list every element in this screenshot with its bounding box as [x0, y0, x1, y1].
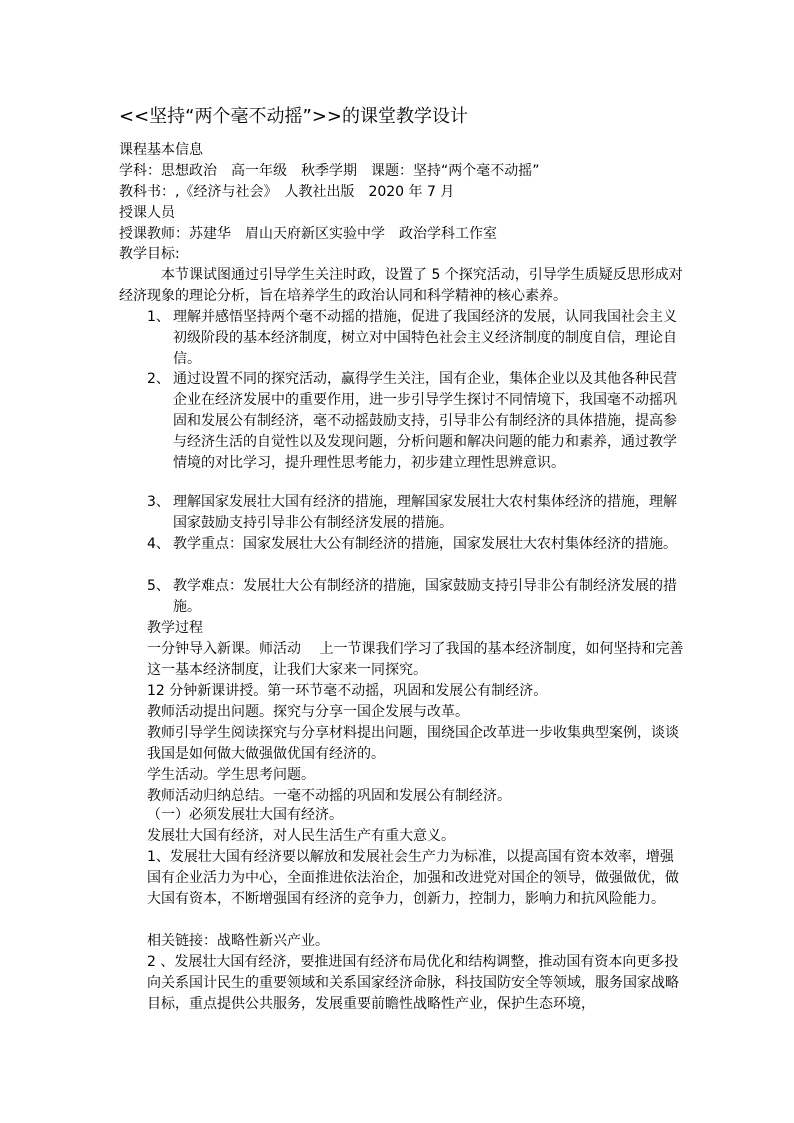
- intro-paragraph: 本节课试图通过引导学生关注时政，设置了 5 个探究活动，引导学生质疑反思形成对经济现象的理论分析，旨在培养学生的政治认同和科学精神的核心素养。: [119, 267, 683, 304]
- process-paragraph: 一分钟导入新课。师活动 上一节课我们学习了我国的基本经济制度，如何坚持和完善这一基本经济制度，让我们大家来一同探究。: [147, 641, 684, 678]
- teachers-heading: 授课人员: [119, 205, 175, 221]
- process-paragraph: 教师引导学生阅读探究与分享材料提出问题，围绕国企改革进一步收集典型案例，谈谈我国是如何做大做强做优国有经济的。: [147, 725, 679, 762]
- objective-item: [147, 307, 687, 370]
- objective-text: 通过设置不同的探究活动，赢得学生关注，国有企业，集体企业以及其他各种民营企业在经济发展中的重要作用，进一步引导学生探讨不同情境下，我国毫不动摇巩固和发展公有制经济，毫不动摇鼓励支持，引导非公有制经济的具体措施，提高参与经济生活的自觉性以及发现问题，分析问题和解决问题的能力和素养，通过教学情境的对比学习，提升理性思考能力，初步建立理性思辨意识。: [173, 371, 677, 471]
- objective-number: 1、: [147, 309, 170, 325]
- process-paragraph: 相关链接：战略性新兴产业。: [147, 933, 329, 949]
- process-paragraph: 教师活动归纳总结。一毫不动摇的巩固和发展公有制经济。: [147, 788, 511, 804]
- objective-text: 理解国家发展壮大国有经济的措施，理解国家发展壮大农村集体经济的措施，理解国家鼓励支持引导非公有制经济发展的措施。: [173, 494, 677, 531]
- process-paragraph: 2 、发展壮大国有经济，要推进国有经济布局优化和结构调整，推动国有资本向更多投向关系国计民生的重要领域和关系国家经济命脉，科技国防安全等领域，服务国家战略目标，重点提供公共服务，发展重要前瞻性战略性产业，保护生态环境，: [147, 954, 679, 1012]
- objective-number: 3、: [147, 494, 170, 510]
- objective-number: 5、: [147, 578, 170, 594]
- course-info-heading: 课程基本信息: [119, 142, 203, 158]
- objective-item: [147, 492, 687, 534]
- objective-text: 教学重点：国家发展壮大公有制经济的措施，国家发展壮大农村集体经济的措施。: [173, 536, 677, 552]
- process-paragraph: （一）必须发展壮大国有经济。: [147, 807, 343, 823]
- process-paragraph: 1、发展壮大国有经济要以解放和发展社会生产力为标准，以提高国有资本效率，增强国有企业活力为中心，全面推进依法治企，加强和改进党对国企的领导，做强做优，做大国有资本，不断增强国有经济的竞争力，创新力，控制力，影响力和抗风险能力。: [147, 849, 679, 907]
- objective-item: [147, 576, 687, 618]
- objective-text: 教学难点：发展壮大公有制经济的措施，国家鼓励支持引导非公有制经济发展的措施。: [173, 578, 677, 615]
- teacher-line: 授课教师：苏建华 眉山天府新区实验中学 政治学科工作室: [119, 226, 497, 242]
- document-title: <<坚持“两个毫不动摇”>>的课堂教学设计: [119, 106, 468, 127]
- process-paragraph: 发展壮大国有经济，对人民生活生产有重大意义。: [147, 828, 455, 844]
- course-line: 学科：思想政治 高一年级 秋季学期 课题：坚持“两个毫不动摇”: [119, 163, 540, 179]
- objective-text: 理解并感悟坚持两个毫不动摇的措施，促进了我国经济的发展，认同我国社会主义初级阶段的基本经济制度，树立对中国特色社会主义经济制度的制度自信，理论自信。: [173, 309, 677, 367]
- process-paragraph: 学生活动。学生思考问题。: [147, 767, 315, 783]
- objective-item: [147, 369, 687, 474]
- textbook-line: 教科书：,《经济与社会》 人教社出版 2020 年 7 月: [119, 184, 455, 200]
- process-paragraph: 教师活动提出问题。探究与分享一国企发展与改革。: [147, 704, 469, 720]
- process-heading: 教学过程: [147, 620, 203, 636]
- objective-number: 4、: [147, 536, 170, 552]
- objectives-heading: 教学目标:: [119, 246, 180, 262]
- objective-number: 2、: [147, 371, 170, 387]
- objective-item: [147, 534, 687, 555]
- process-paragraph: 12 分钟新课讲授。第一环节毫不动摇，巩固和发展公有制经济。: [147, 683, 548, 699]
